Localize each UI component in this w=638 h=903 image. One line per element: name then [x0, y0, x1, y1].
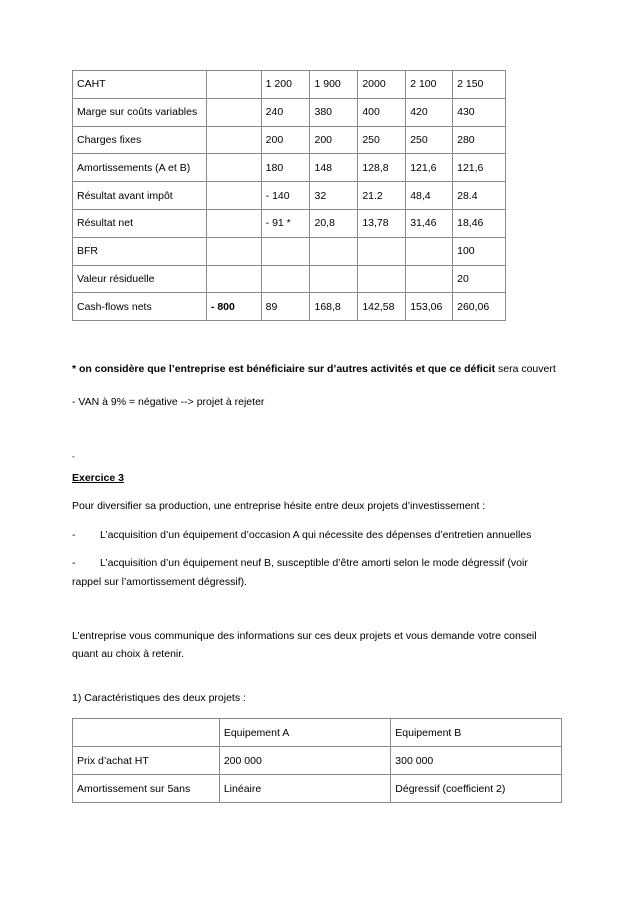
table-cell: 240 [261, 98, 310, 126]
table-cell [358, 265, 406, 293]
table-cell: 121,6 [453, 154, 506, 182]
para-line-1: L’entreprise vous communique des informations sur ces deux projets et vous demande votre conseil [72, 630, 537, 642]
note-bold: * on considère que l’entreprise est bénéficiaire sur d’autres activités et que ce déficit [72, 363, 496, 375]
table-cell: 89 [261, 293, 310, 321]
intro-line: Pour diversifier sa production, une entreprise hésite entre deux projets d’investissement : [72, 500, 486, 512]
table-cell: 148 [310, 154, 358, 182]
table-cell: 31,46 [406, 209, 453, 237]
table-cell: 2 100 [406, 71, 453, 99]
table-cell: 153,06 [406, 293, 453, 321]
table-cell: 100 [453, 237, 506, 265]
table-row [73, 265, 506, 293]
table-row [73, 154, 506, 182]
table-cell: 2000 [358, 71, 406, 99]
table-cell [206, 71, 261, 99]
table-cell [206, 237, 261, 265]
table-cell [206, 209, 261, 237]
table-row [73, 182, 506, 210]
characteristics-table [72, 718, 562, 803]
table-cell [261, 265, 310, 293]
row-label: Valeur résiduelle [73, 265, 207, 293]
table-cell: 260,06 [453, 293, 506, 321]
table-cell: 28.4 [453, 182, 506, 210]
table-cell: 200 [310, 126, 358, 154]
para-line-2: quant au choix à retenir. [72, 648, 185, 660]
row-label: CAHT [73, 71, 207, 99]
table-cell: Equipement B [391, 719, 562, 747]
table-cell: 128,8 [358, 154, 406, 182]
bullet-2-cont: rappel sur l’amortissement dégressif). [72, 576, 248, 588]
table-row [73, 98, 506, 126]
table-cell: 250 [358, 126, 406, 154]
table-cell [310, 265, 358, 293]
row-label: Amortissement sur 5ans [73, 775, 220, 803]
row-label: Charges fixes [73, 126, 207, 154]
bullet-1 [72, 527, 531, 544]
section-heading: 1) Caractéristiques des deux projets : [72, 692, 246, 704]
table-cell [261, 237, 310, 265]
table-cell: 250 [406, 126, 453, 154]
table-cell: Dégressif (coefficient 2) [391, 775, 562, 803]
table-cell: 180 [261, 154, 310, 182]
row-label [73, 719, 220, 747]
table-cell: 1 200 [261, 71, 310, 99]
row-label: Prix d’achat HT [73, 747, 220, 775]
table-cell: 20 [453, 265, 506, 293]
bullet-marker: - [72, 557, 76, 569]
row-label: Résultat net [73, 209, 207, 237]
table-cell: 13,78 [358, 209, 406, 237]
table-row [73, 293, 506, 321]
table-row [73, 237, 506, 265]
table-cell: 380 [310, 98, 358, 126]
table-cell: - 91 * [261, 209, 310, 237]
table-cell: 300 000 [391, 747, 562, 775]
van-line: - VAN à 9% = négative --> projet à rejeter [72, 396, 265, 408]
bullet-marker: - [72, 529, 76, 541]
table-row [73, 747, 562, 775]
table-cell: 142,58 [358, 293, 406, 321]
table-cell: - 140 [261, 182, 310, 210]
table-row [73, 775, 562, 803]
table-cell: 21.2 [358, 182, 406, 210]
table-cell [406, 265, 453, 293]
row-label: Cash-flows nets [73, 293, 207, 321]
cash-flow-table [72, 70, 506, 321]
row-label: Marge sur coûts variables [73, 98, 207, 126]
table-cell [206, 126, 261, 154]
table-cell [206, 182, 261, 210]
table-cell: 200 000 [219, 747, 390, 775]
table-cell [206, 154, 261, 182]
table-cell [206, 98, 261, 126]
table-cell: Linéaire [219, 775, 390, 803]
row-label: Résultat avant impôt [73, 182, 207, 210]
table-cell: 20,8 [310, 209, 358, 237]
table-cell: 400 [358, 98, 406, 126]
table-cell [310, 237, 358, 265]
table-row [73, 126, 506, 154]
table-cell: 121,6 [406, 154, 453, 182]
table-row [73, 209, 506, 237]
row-label: BFR [73, 237, 207, 265]
bullet-2-text: L’acquisition d’un équipement neuf B, susceptible d’être amorti selon le mode dégressif (voir [100, 557, 528, 569]
table-row [73, 71, 506, 99]
table-cell [206, 265, 261, 293]
table-cell [406, 237, 453, 265]
table-cell: Equipement A [219, 719, 390, 747]
bullet-1-text: L’acquisition d’un équipement d’occasion A qui nécessite des dépenses d’entretien annuelles [100, 529, 532, 541]
table-cell: 1 900 [310, 71, 358, 99]
table-cell: 280 [453, 126, 506, 154]
table-row [73, 719, 562, 747]
table-cell: 420 [406, 98, 453, 126]
table-cell: - 800 [206, 293, 261, 321]
table-cell: 48,4 [406, 182, 453, 210]
note-line [72, 361, 556, 378]
table-cell: 168,8 [310, 293, 358, 321]
row-label: Amortissements (A et B) [73, 154, 207, 182]
table-cell: 200 [261, 126, 310, 154]
note-rest: sera couvert [495, 363, 556, 375]
bullet-2 [72, 555, 528, 572]
stray-dash: - [72, 452, 75, 461]
table-cell: 32 [310, 182, 358, 210]
table-cell [358, 237, 406, 265]
table-cell: 18,46 [453, 209, 506, 237]
exercise-title: Exercice 3 [72, 472, 124, 484]
table-cell: 2 150 [453, 71, 506, 99]
table-cell: 430 [453, 98, 506, 126]
